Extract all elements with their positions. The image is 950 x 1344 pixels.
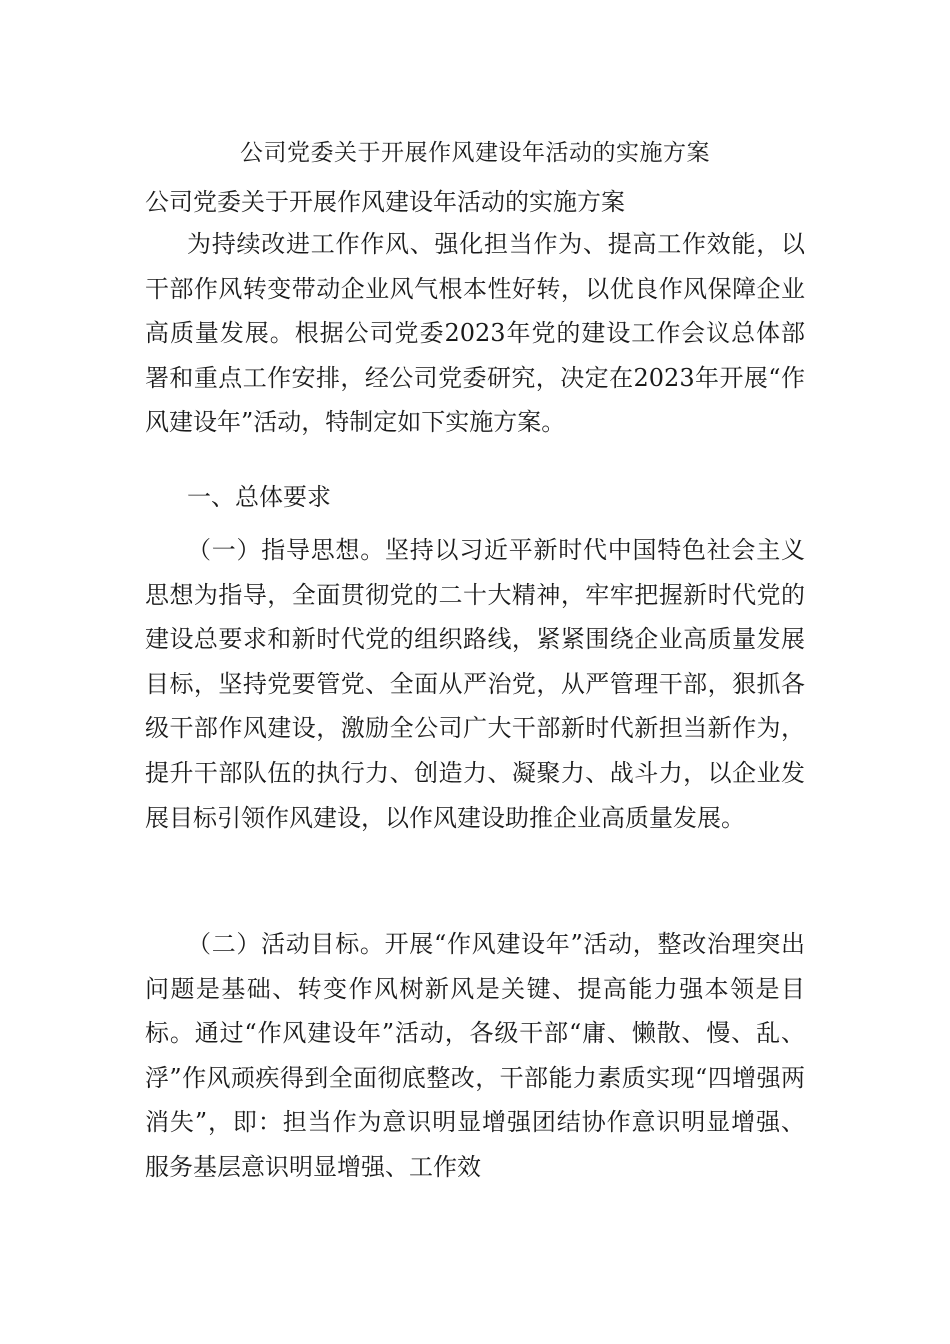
guiding-thought-paragraph: （一）指导思想。坚持以习近平新时代中国特色社会主义思想为指导，全面贯彻党的二十大精神，牢牢把握新时代党的建设总要求和新时代党的组织路线，紧紧围绕企业高质量发展目标，坚持党要管党、全面从严治党，从严管理干部，狠抓各级干部作风建设，激励全公司广大干部新时代新担当新作为，提升干部队伍的执行力、创造力、凝聚力、战斗力，以企业发展目标引领作风建设，以作风建设助推企业高质量发展。 [145, 536, 805, 832]
section-heading-general-requirements: 一、总体要求 [187, 483, 331, 511]
document-subtitle: 公司党委关于开展作风建设年活动的实施方案 [145, 188, 625, 216]
activity-goal-paragraph: （二）活动目标。开展“作风建设年”活动，整改治理突出问题是基础、转变作风树新风是关键、提高能力强本领是目标。通过“作风建设年”活动，各级干部“庸、懒散、慢、乱、浮”作风顽疾得到全面彻底整改，干部能力素质实现“四增强两消失”，即：担当作为意识明显增强团结协作意识明显增强、服务基层意识明显增强、工作效 [145, 930, 805, 1181]
document-title: 公司党委关于开展作风建设年活动的实施方案 [240, 140, 710, 166]
intro-paragraph: 为持续改进工作作风、强化担当作为、提高工作效能，以干部作风转变带动企业风气根本性好转，以优良作风保障企业高质量发展。根据公司党委2023年党的建设工作会议总体部署和重点工作安排，经公司党委研究，决定在2023年开展“作风建设年”活动，特制定如下实施方案。 [145, 230, 805, 437]
